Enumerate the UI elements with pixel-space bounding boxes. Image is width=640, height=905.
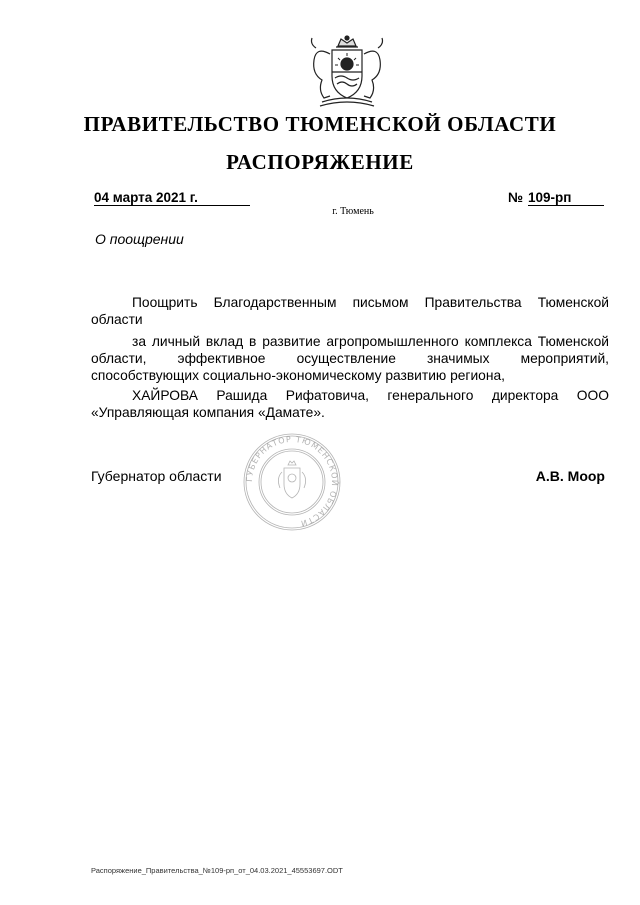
document-place: г. Тюмень [332, 206, 374, 217]
svg-text:ГУБЕРНАТОР ТЮМЕНСКОЙ ОБЛАСТИ: ГУБЕРНАТОР ТЮМЕНСКОЙ ОБЛАСТИ [244, 434, 340, 529]
coat-of-arms-icon [302, 34, 392, 112]
signatory-name: А.В. Моор [535, 468, 605, 484]
document-subject: О поощрении [95, 231, 184, 247]
official-seal-stamp [242, 432, 342, 532]
body-paragraph-1: Поощрить Благодарственным письмом Правительства Тюменской области [91, 295, 609, 327]
body-paragraph-3: ХАЙРОВА Рашида Рифатовича, генерального директора ООО «Управляющая компания «Дамате». [91, 388, 609, 420]
document-number: 109-рп [528, 190, 604, 206]
number-sign: № [508, 190, 524, 205]
footer-filename: Распоряжение_Правительства_№109-рп_от_04.03.2021_45553697.ODT [91, 866, 343, 875]
body-paragraph-2: за личный вклад в развитие агропромышленного комплекса Тюменской области, эффективное осуществление значимых мероприятий, способствующих социально-экономическому развитию региона, [91, 334, 609, 383]
document-date: 04 марта 2021 г. [94, 190, 250, 206]
organization-title: ПРАВИТЕЛЬСТВО ТЮМЕНСКОЙ ОБЛАСТИ [83, 112, 557, 136]
signatory-title: Губернатор области [91, 468, 222, 484]
document-type-title: РАСПОРЯЖЕНИЕ [226, 150, 414, 174]
